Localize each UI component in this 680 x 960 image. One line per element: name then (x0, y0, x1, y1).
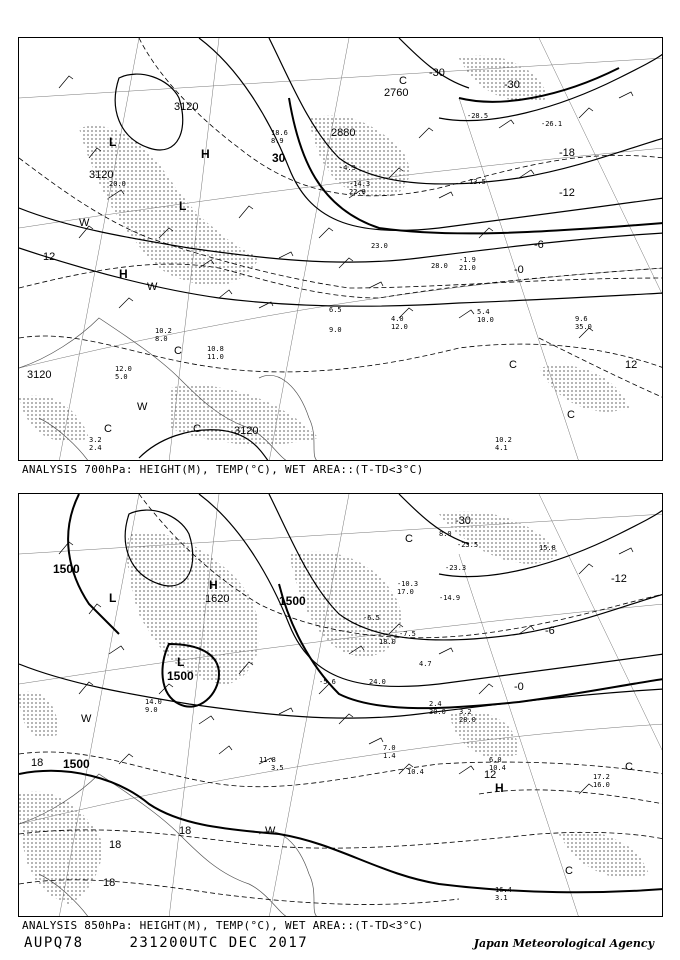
height-label-3120-c: 3120 (27, 369, 52, 381)
station-value: 3.2 (459, 708, 472, 716)
temp-label-minus30: -30 (455, 515, 471, 527)
system-warm-1: W (81, 713, 92, 725)
station-value: 9.0 (329, 326, 342, 334)
temp-label-30: 30 (272, 151, 286, 165)
system-cold-3: C (565, 865, 573, 877)
temp-label-18-d: 18 (103, 877, 116, 889)
station-value: -28.5 (467, 112, 489, 120)
station-value: 5.4 (477, 308, 490, 316)
temp-label-12-b: 12 (625, 359, 638, 371)
station-value: 11.8 (259, 756, 276, 764)
station-value: -1.9 (459, 256, 476, 264)
station-value: 10.2 (155, 327, 172, 335)
system-cold-1: C (399, 75, 407, 87)
station-value: 12.0 (115, 365, 132, 373)
temp-label-minus30-b: -30 (504, 79, 520, 91)
station-value: 1.4 (383, 752, 396, 760)
system-high-1: H (209, 578, 218, 592)
system-low-2: L (179, 199, 187, 213)
system-high-2: H (495, 781, 504, 795)
temp-label-0: -0 (514, 681, 524, 693)
station-value: 21.0 (459, 264, 476, 272)
station-value: -23.5 (457, 541, 479, 549)
height-label-1500-d: 1500 (63, 757, 90, 771)
station-value: 18.0 (379, 638, 396, 646)
height-label-3120-b: 3120 (89, 169, 114, 181)
station-value: 23.0 (371, 242, 388, 250)
system-cold-3: C (104, 423, 112, 435)
station-value: 4.0 (391, 315, 404, 323)
map-panel-850hpa (18, 493, 663, 917)
station-value: -4.3 (339, 164, 356, 172)
temp-label-18-c: 18 (109, 839, 122, 851)
height-label-1620: 1620 (205, 593, 230, 605)
station-value: 16.0 (593, 781, 610, 789)
system-warm-2: W (147, 281, 158, 293)
system-cold-6: C (567, 409, 575, 421)
station-value: 5.0 (115, 373, 128, 381)
station-value: -6.5 (363, 614, 380, 622)
station-value: -23.3 (445, 564, 467, 572)
map-panel-700hpa (18, 37, 663, 461)
station-value: 8.0 (439, 530, 452, 538)
station-value: -14.3 (349, 180, 371, 188)
station-value: 12.0 (391, 323, 408, 331)
chart-code: AUPQ78 (24, 935, 84, 951)
temp-label-minus6: -6 (545, 625, 555, 637)
station-value: -10.3 (397, 580, 419, 588)
map-850hpa-canvas (19, 494, 663, 917)
temp-label-18-a: 18 (31, 757, 44, 769)
station-value: -26.1 (541, 120, 563, 128)
station-value: 28.0 (431, 262, 448, 270)
station-value: 10.8 (207, 345, 224, 353)
station-value: 24.0 (369, 678, 386, 686)
station-value: 17.2 (593, 773, 610, 781)
station-value: -5.6 (319, 678, 336, 686)
temp-label-0: -0 (514, 264, 524, 276)
station-value: 6.5 (329, 306, 342, 314)
system-warm-1: W (79, 217, 90, 229)
height-label-1500-b: 1500 (279, 594, 306, 608)
temp-label-12-a: 12 (43, 251, 56, 263)
station-value: 4.1 (495, 444, 508, 452)
station-value: 22.9 (349, 188, 366, 196)
station-value: -14.9 (439, 594, 461, 602)
system-high-2: H (119, 267, 128, 281)
station-value: -7.5 (399, 630, 416, 638)
temp-label-12: 12 (484, 769, 497, 781)
station-value: 20.0 (109, 180, 126, 188)
system-cold-2: C (174, 345, 182, 357)
station-value: 9.0 (145, 706, 158, 714)
station-value: 6.0 (489, 756, 502, 764)
height-label-2760: 2760 (384, 87, 409, 99)
station-value: 3.5 (271, 764, 284, 772)
station-value: 8.0 (155, 335, 168, 343)
caption-850hpa: ANALYSIS 850hPa: HEIGHT(M), TEMP(°C), WET AREA::(T-TD<3°C) (22, 919, 424, 932)
station-value: 10.4 (407, 768, 424, 776)
station-value: 3.1 (495, 894, 508, 902)
system-warm-3: W (137, 401, 148, 413)
system-cold-1: C (405, 533, 413, 545)
valid-time: 231200UTC DEC 2017 (129, 935, 309, 951)
temp-label-minus18: -18 (559, 147, 575, 159)
station-value: 11.0 (207, 353, 224, 361)
station-value: 30.0 (429, 708, 446, 716)
system-cold-5: C (509, 359, 517, 371)
station-value: 7.0 (383, 744, 396, 752)
station-value: 35.0 (575, 323, 592, 331)
agency-name: Japan Meteorological Agency (473, 937, 654, 950)
station-value: 15.8 (539, 544, 556, 552)
system-warm-2: W (265, 825, 276, 837)
temp-label-minus12: -12 (559, 187, 575, 199)
temp-label-minus12: -12 (611, 573, 627, 585)
height-label-3120-a: 3120 (174, 101, 199, 113)
system-cold-4: C (193, 423, 201, 435)
station-value: 17.0 (397, 588, 414, 596)
system-low-1: L (109, 591, 117, 605)
caption-700hpa: ANALYSIS 700hPa: HEIGHT(M), TEMP(°C), WET AREA::(T-TD<3°C) (22, 463, 424, 476)
station-value: 10.0 (477, 316, 494, 324)
temp-label-minus30-a: -30 (429, 67, 445, 79)
height-label-2880: 2880 (331, 127, 356, 139)
station-value: 4.7 (419, 660, 432, 668)
chart-identifier (24, 935, 308, 951)
temp-label-minus6: -6 (534, 239, 544, 251)
height-label-1500-c: 1500 (167, 669, 194, 683)
station-value: 13.5 (469, 178, 486, 186)
map-700hpa-canvas (19, 38, 663, 461)
station-value: 18.6 (271, 129, 288, 137)
station-value: 2.4 (429, 700, 442, 708)
system-high-1: H (201, 147, 210, 161)
system-low-1: L (109, 135, 117, 149)
station-value: 28.0 (459, 716, 476, 724)
system-low-2: L (177, 655, 185, 669)
station-value: 10.2 (495, 436, 512, 444)
height-label-1500-a: 1500 (53, 562, 80, 576)
station-value: 16.4 (495, 886, 512, 894)
station-value: 2.4 (89, 444, 102, 452)
height-label-3120-d: 3120 (234, 425, 259, 437)
station-value: 14.0 (145, 698, 162, 706)
station-value: 10.4 (489, 764, 506, 772)
station-value: 9.6 (575, 315, 588, 323)
station-value: 3.2 (89, 436, 102, 444)
system-cold-2: C (625, 761, 633, 773)
station-value: 8.9 (271, 137, 284, 145)
temp-label-18-b: 18 (179, 825, 192, 837)
